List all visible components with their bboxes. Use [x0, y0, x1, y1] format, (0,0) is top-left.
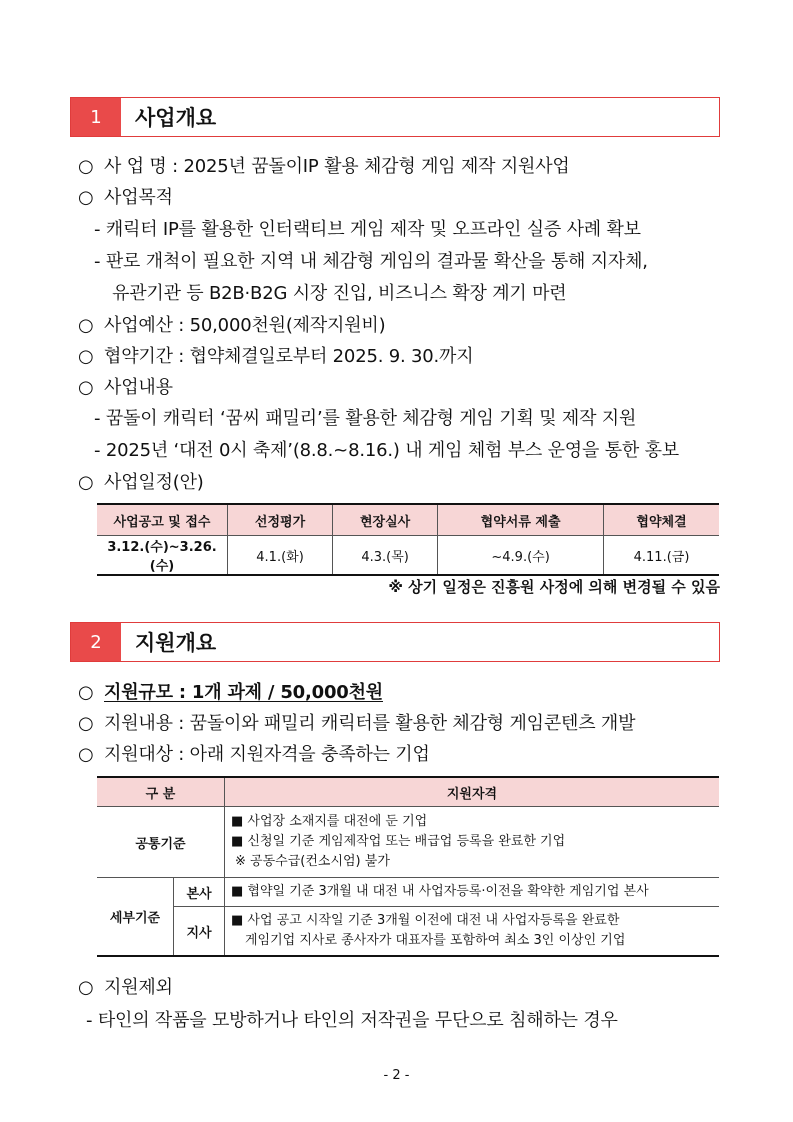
schedule-heading-text: 사업일정(안)	[104, 472, 204, 493]
purpose-item-2: - 판로 개척이 필요한 지역 내 체감형 게임의 결과물 확산을 통해 지자체,	[94, 251, 648, 272]
circle-bullet: ○	[78, 377, 94, 398]
hq-label: 본사	[174, 878, 225, 907]
common-criteria-row	[97, 807, 719, 878]
purpose-item-2-cont: 유관기관 등 B2B·B2G 시장 진입, 비즈니스 확장 계기 마련	[112, 283, 567, 304]
content-item-2: - 2025년 ‘대전 0시 축제’(8.8.~8.16.) 내 게임 체험 부스 운영을 통한 홍보	[94, 440, 679, 461]
circle-bullet: ○	[78, 315, 94, 336]
eligibility-table	[97, 776, 719, 957]
branch-label: 지사	[174, 907, 225, 957]
purpose-heading-text: 사업목적	[104, 187, 173, 208]
period-text: 협약기간 : 협약체결일로부터 2025. 9. 30.까지	[104, 346, 474, 367]
support-scale-line	[78, 678, 383, 704]
schedule-value-cell: 4.3.(목)	[333, 536, 438, 576]
schedule-header-cell: 현장실사	[333, 504, 438, 536]
circle-bullet: ○	[78, 682, 94, 703]
circle-bullet: ○	[78, 472, 94, 493]
branch-criteria-row	[97, 907, 719, 957]
qualification-header: 지원자격	[225, 777, 720, 807]
schedule-value-cell: 3.12.(수)~3.26.(수)	[97, 536, 228, 576]
hq-criteria-content	[225, 878, 720, 907]
exclusion-heading-text: 지원제외	[104, 977, 173, 998]
hq-criteria-row	[97, 878, 719, 907]
schedule-value-cell: 4.1.(화)	[228, 536, 333, 576]
schedule-value-row	[97, 536, 719, 576]
common-criteria-label: 공통기준	[97, 807, 225, 878]
content-heading-text: 사업내용	[104, 377, 173, 398]
section-1-number: 1	[71, 98, 121, 136]
schedule-value-cell: ~4.9.(수)	[438, 536, 604, 576]
exclusion-heading	[78, 973, 173, 999]
section-1-title: 사업개요	[135, 106, 217, 130]
support-scale-text: 지원규모 : 1개 과제 / 50,000천원	[104, 682, 383, 703]
common-criteria-content	[225, 807, 720, 878]
section-1-header	[70, 97, 720, 137]
common-criteria-line: ■ 사업장 소재지를 대전에 둔 기업	[231, 814, 428, 829]
content-item-1: - 꿈돌이 캐릭터 ‘꿈씨 패밀리’를 활용한 체감형 게임 기획 및 제작 지원	[94, 408, 637, 429]
schedule-value-cell: 4.11.(금)	[604, 536, 719, 576]
schedule-heading	[78, 468, 204, 494]
section-2-title: 지원개요	[135, 631, 217, 655]
project-name-text: 사 업 명 : 2025년 꿈돌이IP 활용 체감형 게임 제작 지원사업	[104, 156, 570, 177]
eligibility-header-row	[97, 777, 719, 807]
schedule-header-cell: 사업공고 및 접수	[97, 504, 228, 536]
support-content-line	[78, 709, 635, 735]
budget-line	[78, 311, 385, 337]
purpose-item-1: - 캐릭터 IP를 활용한 인터랙티브 게임 제작 및 오프라인 실증 사례 확보	[94, 219, 641, 240]
common-criteria-line: ■ 신청일 기준 게임제작업 또는 배급업 등록을 완료한 기업	[231, 834, 566, 849]
section-2-header	[70, 622, 720, 662]
schedule-header-row	[97, 504, 719, 536]
circle-bullet: ○	[78, 156, 94, 177]
schedule-header-cell: 협약체결	[604, 504, 719, 536]
circle-bullet: ○	[78, 744, 94, 765]
schedule-header-cell: 선정평가	[228, 504, 333, 536]
budget-text: 사업예산 : 50,000천원(제작지원비)	[104, 315, 386, 336]
category-header: 구 분	[97, 777, 225, 807]
schedule-note: ※ 상기 일정은 진흥원 사정에 의해 변경될 수 있음	[388, 578, 720, 596]
page-number: - 2 -	[383, 1068, 410, 1083]
exclusion-item: - 타인의 작품을 모방하거나 타인의 저작권을 무단으로 침해하는 경우	[86, 1010, 618, 1031]
section-2-number: 2	[71, 623, 121, 661]
detail-criteria-label: 세부기준	[97, 878, 174, 957]
hq-criteria-line: ■ 협약일 기준 3개월 내 대전 내 사업자등록·이전을 확약한 게임기업 본사	[231, 884, 649, 899]
support-target-text: 지원대상 : 아래 지원자격을 충족하는 기업	[104, 744, 430, 765]
circle-bullet: ○	[78, 713, 94, 734]
support-target-line	[78, 740, 430, 766]
common-criteria-note: ※ 공동수급(컨소시엄) 불가	[235, 854, 390, 869]
branch-criteria-content	[225, 907, 720, 957]
circle-bullet: ○	[78, 187, 94, 208]
project-name-line	[78, 152, 570, 178]
circle-bullet: ○	[78, 346, 94, 367]
period-line	[78, 342, 473, 368]
schedule-table	[97, 503, 719, 576]
support-content-text: 지원내용 : 꿈돌이와 패밀리 캐릭터를 활용한 체감형 게임콘텐츠 개발	[104, 713, 636, 734]
branch-criteria-line: ■ 사업 공고 시작일 기준 3개월 이전에 대전 내 사업자등록을 완료한	[231, 913, 620, 928]
purpose-heading	[78, 183, 173, 209]
branch-criteria-line: 게임기업 지사로 종사자가 대표자를 포함하여 최소 3인 이상인 기업	[245, 933, 626, 948]
schedule-header-cell: 협약서류 제출	[438, 504, 604, 536]
content-heading	[78, 373, 173, 399]
circle-bullet: ○	[78, 977, 94, 998]
